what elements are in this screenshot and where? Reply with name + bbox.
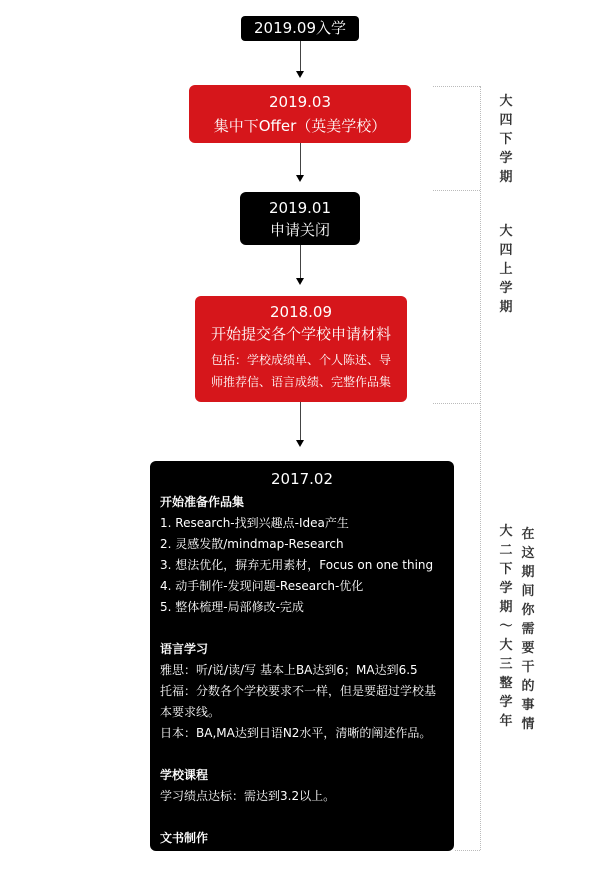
bracket-divider bbox=[433, 190, 480, 191]
course-line: 学习绩点达标：需达到3.2以上。 bbox=[160, 789, 336, 803]
portfolio-step: 3. 想法优化，摒弃无用素材，Focus on one thing bbox=[160, 558, 434, 572]
preparation-node bbox=[150, 461, 454, 851]
offer-date: 2019.03 bbox=[268, 93, 332, 111]
bracket-divider bbox=[433, 86, 480, 87]
closed-date: 2019.01 bbox=[268, 199, 332, 217]
language-line: 托福：分数各个学校要求不一样，但是要超过学校基 bbox=[160, 684, 437, 698]
side-label-this-period: 在这期间你需要干的事情 bbox=[521, 527, 535, 732]
portfolio-step: 1. Research-找到兴趣点-Idea产生 bbox=[160, 516, 349, 530]
preparation-date: 2017.02 bbox=[270, 470, 334, 488]
portfolio-step: 5. 整体梳理-局部修改-完成 bbox=[160, 600, 304, 614]
enrollment-node bbox=[241, 16, 359, 41]
offer-text: 集中下Offer（英美学校） bbox=[213, 117, 387, 135]
portfolio-heading: 开始准备作品集 bbox=[160, 495, 245, 509]
course-heading: 学校课程 bbox=[160, 768, 209, 782]
bracket-line bbox=[480, 86, 481, 850]
arrow-down-icon bbox=[296, 278, 304, 285]
bracket-divider bbox=[433, 403, 480, 404]
connector-line bbox=[300, 402, 301, 440]
portfolio-step: 4. 动手制作-发现问题-Research-优化 bbox=[160, 579, 364, 593]
submit-date: 2018.09 bbox=[269, 303, 333, 321]
arrow-down-icon bbox=[296, 440, 304, 447]
portfolio-step: 2. 灵感发散/mindmap-Research bbox=[160, 537, 344, 551]
submit-text: 开始提交各个学校申请材料 bbox=[210, 325, 391, 343]
side-label-sophomore-junior: 大二下学期～大三整学年 bbox=[499, 524, 513, 729]
connector-line bbox=[300, 41, 301, 71]
language-line: 本要求线。 bbox=[160, 705, 221, 719]
submit-node bbox=[195, 296, 407, 402]
submit-detail-line-2: 师推荐信、语言成绩、完整作品集 bbox=[210, 375, 391, 389]
side-label-senior-fall: 大四上学期 bbox=[499, 224, 513, 315]
language-line: 日本：BA,MA达到日语N2水平，清晰的阐述作品。 bbox=[160, 726, 432, 740]
enrollment-text: 2019.09入学 bbox=[253, 19, 347, 37]
writing-heading: 文书制作 bbox=[160, 831, 209, 845]
closed-node bbox=[240, 192, 360, 245]
arrow-down-icon bbox=[296, 175, 304, 182]
side-label-senior-spring: 大四下学期 bbox=[499, 94, 513, 185]
bracket-divider bbox=[455, 850, 480, 851]
offer-node bbox=[189, 85, 411, 143]
submit-detail-line-1: 包括：学校成绩单、个人陈述、导 bbox=[210, 353, 391, 367]
connector-line bbox=[300, 245, 301, 278]
language-heading: 语言学习 bbox=[160, 642, 209, 656]
closed-text: 申请关闭 bbox=[269, 221, 330, 239]
language-line: 雅思：听/说/读/写 基本上BA达到6；MA达到6.5 bbox=[160, 663, 418, 677]
arrow-down-icon bbox=[296, 71, 304, 78]
connector-line bbox=[300, 143, 301, 175]
